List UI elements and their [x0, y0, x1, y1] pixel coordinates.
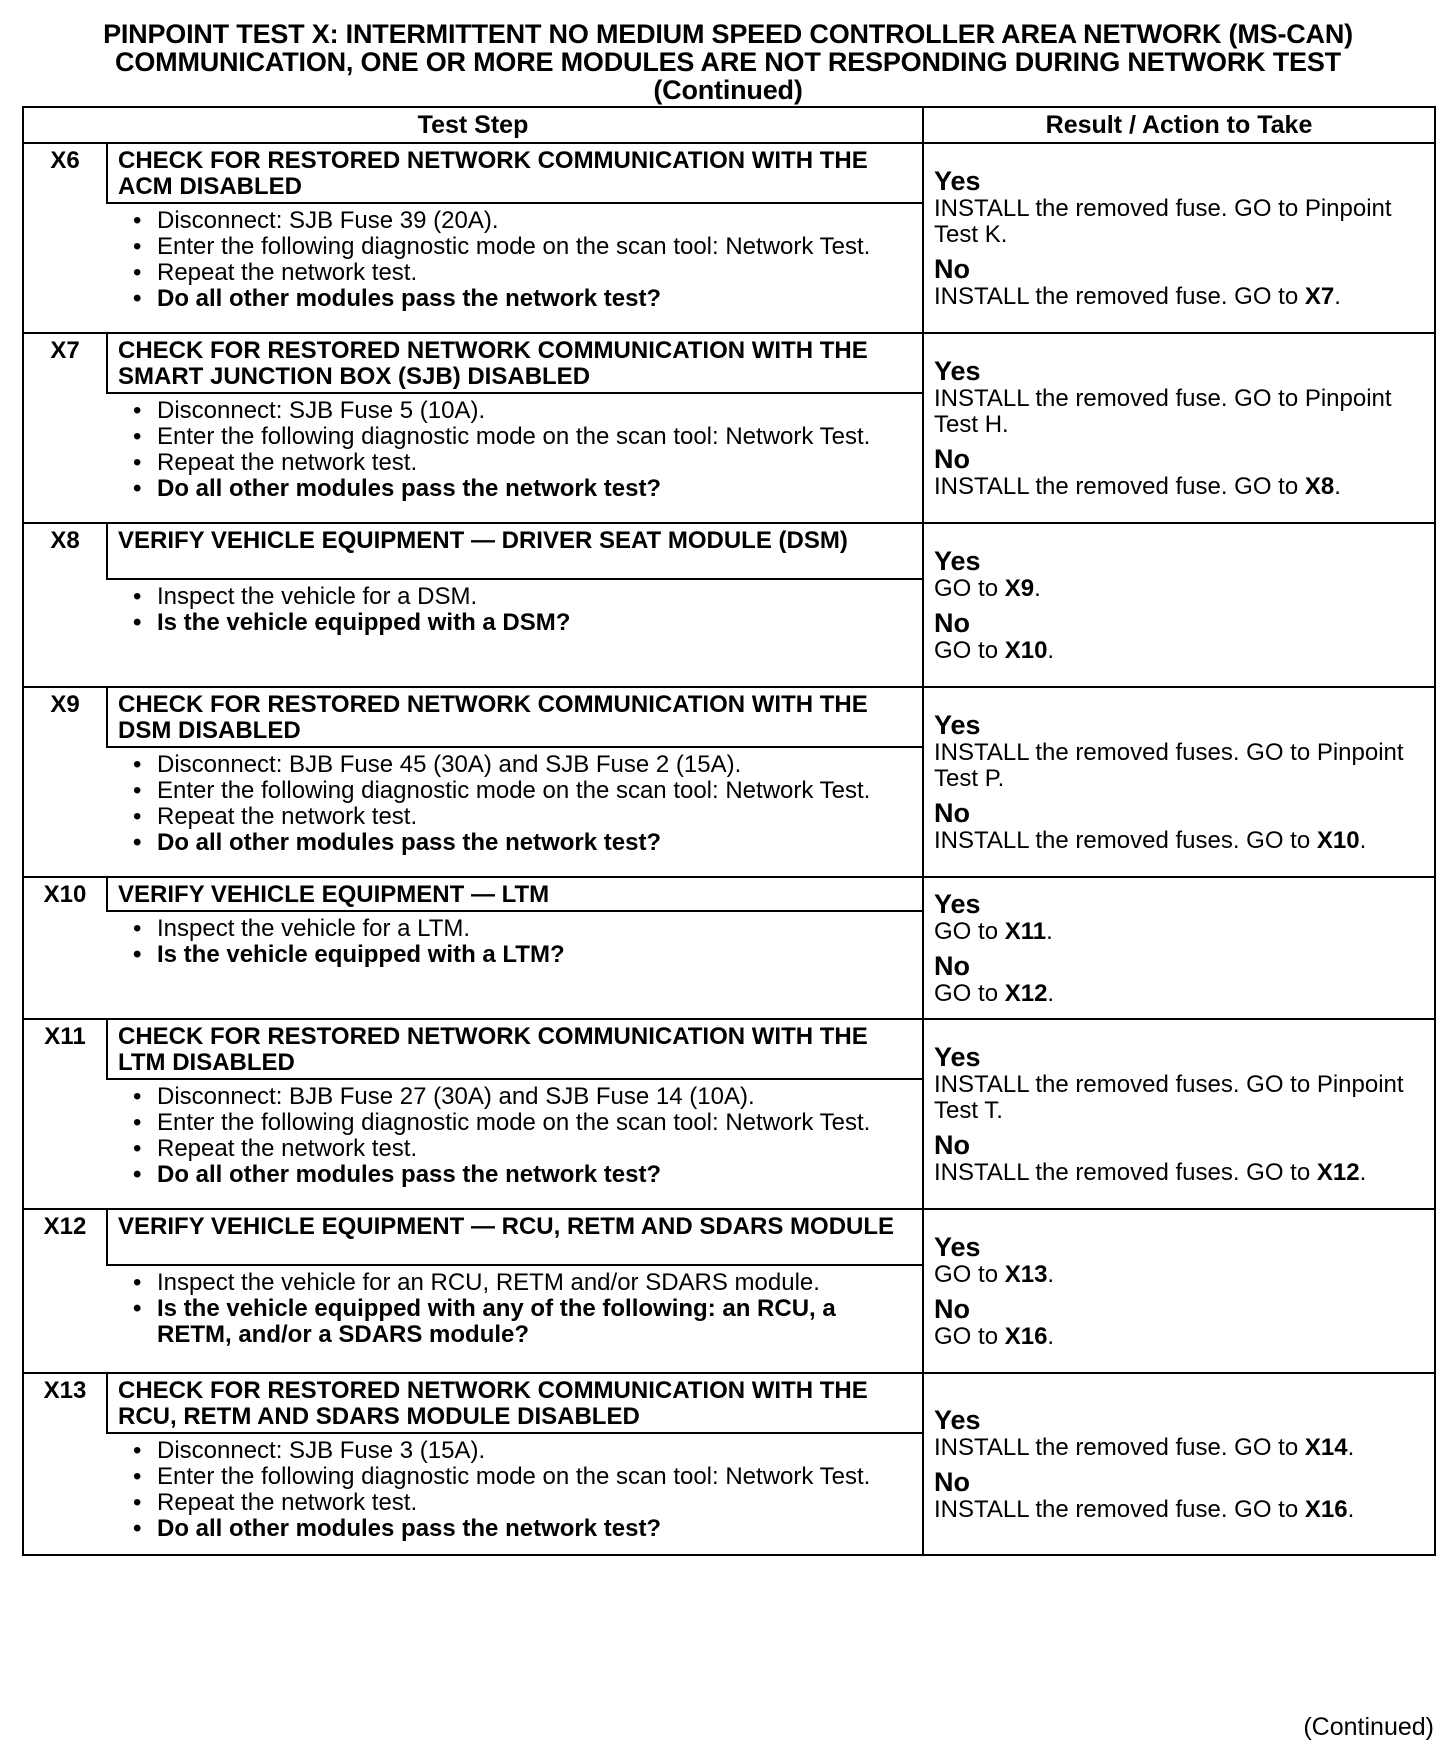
pinpoint-test-table [22, 106, 1436, 1556]
result-no-label: No [934, 608, 971, 638]
result-no-suffix: . [1347, 1496, 1355, 1523]
result-yes-label: Yes [934, 166, 981, 196]
step-id: X10 [23, 877, 107, 911]
step-result [923, 1209, 1435, 1373]
action-item: • Inspect the vehicle for a DSM. [121, 584, 916, 610]
result-yes-label: Yes [934, 1405, 981, 1435]
result-yes-text: INSTALL the removed fuse. GO to Pinpoint Test K. [934, 195, 1392, 248]
result-yes-target: X13 [1004, 1261, 1048, 1288]
column-header-result: Result / Action to Take [923, 107, 1435, 143]
result-yes-label: Yes [934, 546, 981, 576]
result-no-action [934, 1497, 1424, 1523]
step-row-heading [23, 1019, 1435, 1079]
result-yes-target: X9 [1004, 575, 1035, 602]
continued-footer: (Continued) [1303, 1713, 1434, 1741]
action-item: • Repeat the network test. [121, 1136, 916, 1162]
step-result [923, 523, 1435, 687]
result-no-text: GO to [934, 637, 999, 664]
step-id-spacer [23, 747, 107, 877]
result-yes-label: Yes [934, 889, 981, 919]
step-id: X9 [23, 687, 107, 747]
result-no-label: No [934, 798, 971, 828]
result-yes-action [934, 1435, 1424, 1461]
result-no-target: X12 [1316, 1159, 1360, 1186]
result-no-suffix: . [1334, 283, 1341, 310]
result-no-target: X12 [1004, 980, 1048, 1007]
action-item: • Disconnect: SJB Fuse 39 (20A). [121, 208, 916, 234]
result-no-action [934, 981, 1424, 1007]
step-question: • Do all other modules pass the network test? [121, 1516, 916, 1542]
result-yes-label: Yes [934, 710, 981, 740]
action-item: • Enter the following diagnostic mode on the scan tool: Network Test. [121, 424, 916, 450]
step-row-heading [23, 1209, 1435, 1265]
step-question: • Do all other modules pass the network test? [121, 286, 916, 312]
result-no-text: INSTALL the removed fuses. GO to [934, 827, 1311, 854]
action-item: • Repeat the network test. [121, 260, 916, 286]
result-yes-suffix: . [1347, 1434, 1355, 1461]
step-row-heading [23, 523, 1435, 579]
step-result [923, 333, 1435, 523]
result-yes-suffix: . [1034, 575, 1041, 602]
result-yes-text: GO to [934, 918, 999, 945]
result-yes-text: INSTALL the removed fuses. GO to Pinpoint Test P. [934, 739, 1404, 792]
step-id: X8 [23, 523, 107, 579]
action-item: • Enter the following diagnostic mode on the scan tool: Network Test. [121, 234, 916, 260]
step-id: X13 [23, 1373, 107, 1433]
result-yes-label: Yes [934, 356, 981, 386]
step-heading: CHECK FOR RESTORED NETWORK COMMUNICATION WITH THE DSM DISABLED [107, 687, 923, 747]
result-no-target: X16 [1304, 1496, 1348, 1523]
step-result [923, 1373, 1435, 1555]
step-actions [107, 1265, 923, 1373]
step-id-spacer [23, 911, 107, 1019]
step-id-spacer [23, 203, 107, 333]
step-id: X7 [23, 333, 107, 393]
result-no-label: No [934, 444, 971, 474]
step-result [923, 687, 1435, 877]
result-no-text: GO to [934, 1323, 999, 1350]
result-no-action [934, 638, 1424, 664]
action-item: • Disconnect: BJB Fuse 27 (30A) and SJB Fuse 14 (10A). [121, 1084, 916, 1110]
result-yes-action [934, 919, 1424, 945]
table-header-row [23, 107, 1435, 143]
step-result [923, 1019, 1435, 1209]
step-heading: VERIFY VEHICLE EQUIPMENT — RCU, RETM AND SDARS MODULE [107, 1209, 923, 1265]
action-item: • Disconnect: SJB Fuse 5 (10A). [121, 398, 916, 424]
action-list [113, 208, 916, 312]
result-no-target: X16 [1004, 1323, 1048, 1350]
step-id-spacer [23, 1265, 107, 1373]
result-no-suffix: . [1359, 1159, 1367, 1186]
step-id-spacer [23, 1433, 107, 1555]
result-no-suffix: . [1047, 980, 1055, 1007]
action-list [113, 1438, 916, 1542]
result-yes-target: X11 [1004, 918, 1047, 945]
result-no-suffix: . [1047, 637, 1055, 664]
result-no-action [934, 474, 1424, 500]
result-no-text: INSTALL the removed fuses. GO to [934, 1159, 1311, 1186]
step-id-spacer [23, 393, 107, 523]
action-item: • Disconnect: BJB Fuse 45 (30A) and SJB Fuse 2 (15A). [121, 752, 916, 778]
step-id-spacer [23, 579, 107, 687]
result-no-target: X10 [1316, 827, 1360, 854]
result-yes-label: Yes [934, 1042, 981, 1072]
action-item: • Inspect the vehicle for a LTM. [121, 916, 916, 942]
title-line-2: COMMUNICATION, ONE OR MORE MODULES ARE NOT RESPONDING DURING NETWORK TEST [115, 47, 1341, 77]
action-item: • Disconnect: SJB Fuse 3 (15A). [121, 1438, 916, 1464]
result-no-target: X8 [1304, 473, 1335, 500]
result-no-target: X7 [1304, 283, 1335, 310]
result-no-suffix: . [1334, 473, 1341, 500]
result-yes-action [934, 740, 1424, 792]
step-question: • Is the vehicle equipped with a LTM? [121, 942, 916, 968]
step-actions [107, 203, 923, 333]
result-no-suffix: . [1047, 1323, 1055, 1350]
action-list [113, 916, 916, 968]
page-title [20, 20, 1436, 104]
result-yes-text: GO to [934, 1261, 999, 1288]
steps-body [23, 143, 1435, 1555]
step-row-heading [23, 143, 1435, 203]
result-no-label: No [934, 254, 971, 284]
result-yes-text: INSTALL the removed fuses. GO to Pinpoint Test T. [934, 1071, 1404, 1124]
step-heading: CHECK FOR RESTORED NETWORK COMMUNICATION WITH THE LTM DISABLED [107, 1019, 923, 1079]
step-actions [107, 911, 923, 1019]
result-no-label: No [934, 1294, 971, 1324]
result-no-text: INSTALL the removed fuse. GO to [934, 283, 1299, 310]
step-question: • Is the vehicle equipped with a DSM? [121, 610, 916, 636]
step-row-heading [23, 333, 1435, 393]
step-result [923, 143, 1435, 333]
result-no-action [934, 1324, 1424, 1350]
step-question: • Do all other modules pass the network test? [121, 830, 916, 856]
step-row-heading [23, 1373, 1435, 1433]
result-yes-action [934, 386, 1424, 438]
result-no-label: No [934, 951, 971, 981]
result-no-target: X10 [1004, 637, 1048, 664]
action-item: • Inspect the vehicle for an RCU, RETM and/or SDARS module. [121, 1270, 916, 1296]
step-result [923, 877, 1435, 1019]
action-item: • Enter the following diagnostic mode on the scan tool: Network Test. [121, 1110, 916, 1136]
result-yes-action [934, 1072, 1424, 1124]
step-heading: CHECK FOR RESTORED NETWORK COMMUNICATION WITH THE SMART JUNCTION BOX (SJB) DISABLED [107, 333, 923, 393]
action-item: • Repeat the network test. [121, 450, 916, 476]
action-item: • Enter the following diagnostic mode on the scan tool: Network Test. [121, 778, 916, 804]
result-yes-text: INSTALL the removed fuse. GO to Pinpoint Test H. [934, 385, 1392, 438]
result-no-text: INSTALL the removed fuse. GO to [934, 473, 1299, 500]
result-yes-suffix: . [1046, 918, 1053, 945]
action-list [113, 1270, 916, 1348]
result-yes-action [934, 1262, 1424, 1288]
action-list [113, 752, 916, 856]
result-yes-label: Yes [934, 1232, 981, 1262]
step-actions [107, 747, 923, 877]
title-line-1: PINPOINT TEST X: INTERMITTENT NO MEDIUM SPEED CONTROLLER AREA NETWORK (MS-CAN) [103, 19, 1353, 49]
result-no-text: GO to [934, 980, 999, 1007]
result-no-label: No [934, 1467, 971, 1497]
step-id: X6 [23, 143, 107, 203]
result-no-action [934, 828, 1424, 854]
action-list [113, 584, 916, 636]
step-heading: VERIFY VEHICLE EQUIPMENT — LTM [107, 877, 923, 911]
result-yes-suffix: . [1047, 1261, 1055, 1288]
step-question: • Do all other modules pass the network test? [121, 1162, 916, 1188]
step-id-spacer [23, 1079, 107, 1209]
result-yes-text: INSTALL the removed fuse. GO to [934, 1434, 1299, 1461]
step-question: • Is the vehicle equipped with any of the following: an RCU, a RETM, and/or a SDARS module? [121, 1296, 916, 1348]
action-list [113, 398, 916, 502]
step-row-heading [23, 877, 1435, 911]
result-no-action [934, 1160, 1424, 1186]
action-item: • Repeat the network test. [121, 804, 916, 830]
title-line-3: (Continued) [653, 75, 803, 105]
step-row-heading [23, 687, 1435, 747]
action-item: • Enter the following diagnostic mode on the scan tool: Network Test. [121, 1464, 916, 1490]
step-actions [107, 1433, 923, 1555]
step-question: • Do all other modules pass the network test? [121, 476, 916, 502]
result-yes-target: X14 [1304, 1434, 1348, 1461]
column-header-test-step: Test Step [23, 107, 923, 143]
step-heading: VERIFY VEHICLE EQUIPMENT — DRIVER SEAT MODULE (DSM) [107, 523, 923, 579]
result-no-label: No [934, 1130, 971, 1160]
result-no-text: INSTALL the removed fuse. GO to [934, 1496, 1299, 1523]
result-yes-action [934, 196, 1424, 248]
action-item: • Repeat the network test. [121, 1490, 916, 1516]
step-heading: CHECK FOR RESTORED NETWORK COMMUNICATION WITH THE RCU, RETM AND SDARS MODULE DISABLED [107, 1373, 923, 1433]
step-id: X11 [23, 1019, 107, 1079]
step-actions [107, 393, 923, 523]
step-actions [107, 1079, 923, 1209]
result-yes-text: GO to [934, 575, 999, 602]
action-list [113, 1084, 916, 1188]
step-heading: CHECK FOR RESTORED NETWORK COMMUNICATION WITH THE ACM DISABLED [107, 143, 923, 203]
result-yes-action [934, 576, 1424, 602]
step-actions [107, 579, 923, 687]
result-no-suffix: . [1359, 827, 1367, 854]
step-id: X12 [23, 1209, 107, 1265]
result-no-action [934, 284, 1424, 310]
